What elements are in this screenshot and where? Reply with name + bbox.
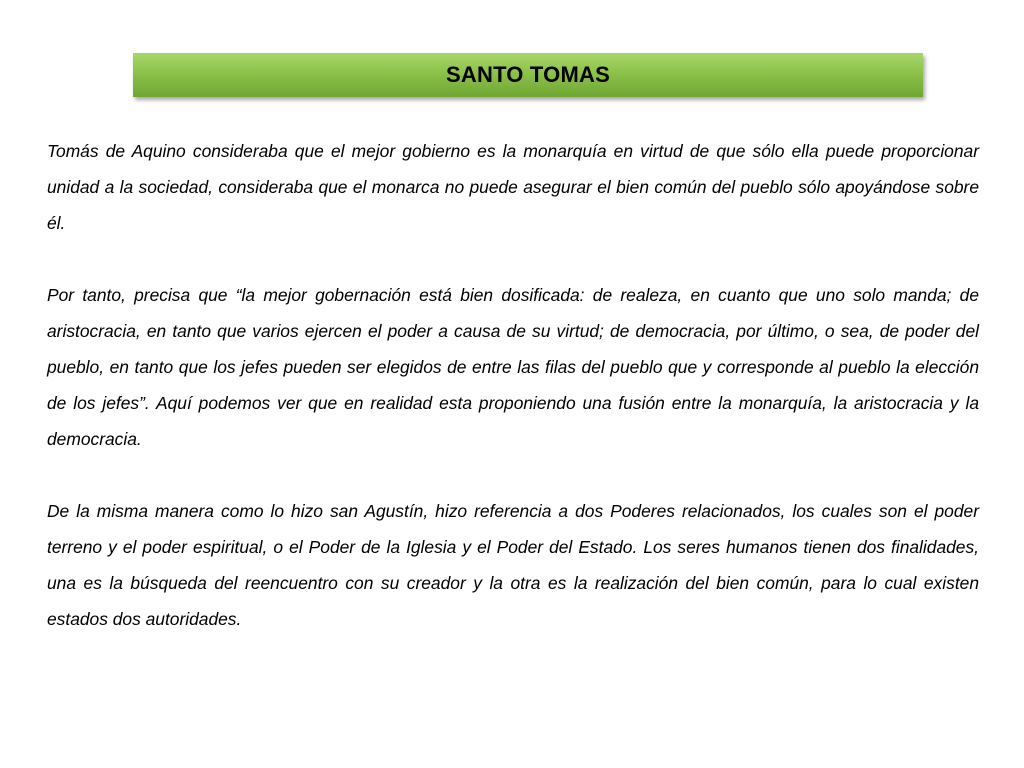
title-banner (133, 53, 923, 97)
paragraph-poderes: De la misma manera como lo hizo san Agustín, hizo referencia a dos Poderes relacionados, los cuales son el poder terreno y el poder espiritual, o el Poder de la Iglesia y el Poder del Estado. Los seres humanos tienen dos finalidades, una es la búsqueda del reencuentro con su creador y la otra es la realización del bien común, para lo cual existen estados dos autoridades. (47, 501, 979, 629)
paragraph-monarquia: Tomás de Aquino consideraba que el mejor gobierno es la monarquía en virtud de que sólo ella puede proporcionar unidad a la sociedad, consideraba que el monarca no puede asegurar el bien común del pueblo sólo apoyándose sobre él. (47, 141, 979, 233)
paragraph-gobernacion: Por tanto, precisa que “la mejor gobernación está bien dosificada: de realeza, en cuanto que uno solo manda; de aristocracia, en tanto que varios ejercen el poder a causa de su virtud; de democracia, por último, o sea, de poder del pueblo, en tanto que los jefes pueden ser elegidos de entre las filas del pueblo que y corresponde al pueblo la elección de los jefes”. Aquí podemos ver que en realidad esta proponiendo una fusión entre la monarquía, la aristocracia y la democracia. (47, 285, 979, 449)
slide-title: SANTO TOMAS (446, 62, 610, 87)
body-text (47, 133, 979, 637)
